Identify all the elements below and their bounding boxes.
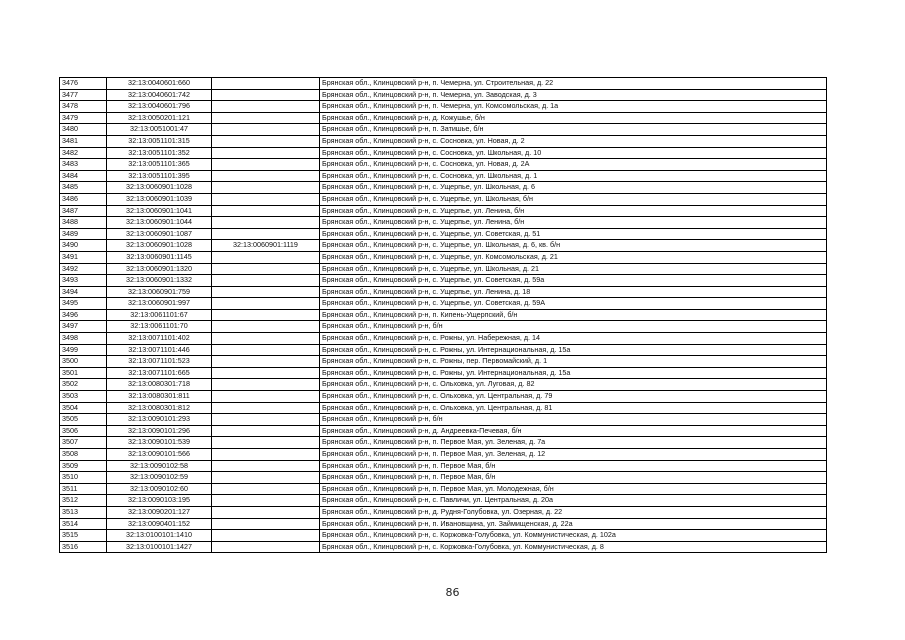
related-cadastral-number-cell (212, 518, 320, 530)
table-row (60, 356, 827, 368)
address-cell: Брянская обл., Клинцовский р-н, с. Ущерпье, ул. Ленина, д. 18 (320, 286, 827, 298)
row-number-cell: 3489 (60, 228, 107, 240)
address-cell: Брянская обл., Клинцовский р-н, д. Рудня-Голубовка, ул. Озерная, д. 22 (320, 506, 827, 518)
registry-table-body (60, 78, 827, 553)
cadastral-number-cell: 32:13:0090101:539 (107, 437, 212, 449)
related-cadastral-number-cell (212, 333, 320, 345)
table-row (60, 147, 827, 159)
address-cell: Брянская обл., Клинцовский р-н, б/н (320, 321, 827, 333)
row-number-cell: 3496 (60, 309, 107, 321)
address-cell: Брянская обл., Клинцовский р-н, с. Коржовка-Голубовка, ул. Коммунистическая, д. 102а (320, 530, 827, 542)
address-cell: Брянская обл., Клинцовский р-н, п. Затишье, б/н (320, 124, 827, 136)
table-row (60, 101, 827, 113)
table-row (60, 228, 827, 240)
cadastral-number-cell: 32:13:0060901:1332 (107, 275, 212, 287)
table-row (60, 506, 827, 518)
related-cadastral-number-cell (212, 205, 320, 217)
related-cadastral-number-cell (212, 159, 320, 171)
related-cadastral-number-cell (212, 321, 320, 333)
table-row (60, 217, 827, 229)
cadastral-number-cell: 32:13:0060901:1028 (107, 240, 212, 252)
table-row (60, 460, 827, 472)
related-cadastral-number-cell (212, 275, 320, 287)
table-row (60, 89, 827, 101)
table-row (60, 379, 827, 391)
related-cadastral-number-cell (212, 379, 320, 391)
table-row (60, 333, 827, 345)
table-row (60, 344, 827, 356)
row-number-cell: 3491 (60, 251, 107, 263)
cadastral-number-cell: 32:13:0090102:60 (107, 483, 212, 495)
cadastral-number-cell: 32:13:0090102:58 (107, 460, 212, 472)
cadastral-number-cell: 32:13:0071101:446 (107, 344, 212, 356)
row-number-cell: 3477 (60, 89, 107, 101)
address-cell: Брянская обл., Клинцовский р-н, с. Ущерпье, ул. Советская, д. 59а (320, 275, 827, 287)
table-row (60, 321, 827, 333)
address-cell: Брянская обл., Клинцовский р-н, с. Ущерпье, ул. Школьная, д. 6 (320, 182, 827, 194)
related-cadastral-number-cell (212, 170, 320, 182)
related-cadastral-number-cell (212, 472, 320, 484)
row-number-cell: 3478 (60, 101, 107, 113)
row-number-cell: 3495 (60, 298, 107, 310)
address-cell: Брянская обл., Клинцовский р-н, п. Чемерна, ул. Заводская, д. 3 (320, 89, 827, 101)
row-number-cell: 3479 (60, 112, 107, 124)
address-cell: Брянская обл., Клинцовский р-н, п. Первое Мая, ул. Молодежная, б/н (320, 483, 827, 495)
cadastral-number-cell: 32:13:0071101:665 (107, 367, 212, 379)
related-cadastral-number-cell (212, 449, 320, 461)
table-row (60, 159, 827, 171)
row-number-cell: 3504 (60, 402, 107, 414)
cadastral-number-cell: 32:13:0040601:660 (107, 78, 212, 90)
cadastral-number-cell: 32:13:0090401:152 (107, 518, 212, 530)
related-cadastral-number-cell (212, 402, 320, 414)
cadastral-number-cell: 32:13:0080301:811 (107, 391, 212, 403)
related-cadastral-number-cell (212, 414, 320, 426)
row-number-cell: 3497 (60, 321, 107, 333)
row-number-cell: 3506 (60, 425, 107, 437)
cadastral-number-cell: 32:13:0090101:293 (107, 414, 212, 426)
address-cell: Брянская обл., Клинцовский р-н, б/н (320, 414, 827, 426)
related-cadastral-number-cell (212, 530, 320, 542)
table-row (60, 414, 827, 426)
address-cell: Брянская обл., Клинцовский р-н, с. Ущерпье, ул. Советская, д. 59А (320, 298, 827, 310)
row-number-cell: 3508 (60, 449, 107, 461)
table-row (60, 367, 827, 379)
table-row (60, 425, 827, 437)
row-number-cell: 3499 (60, 344, 107, 356)
cadastral-number-cell: 32:13:0051101:365 (107, 159, 212, 171)
related-cadastral-number-cell (212, 89, 320, 101)
address-cell: Брянская обл., Клинцовский р-н, д. Андреевка-Печевая, б/н (320, 425, 827, 437)
row-number-cell: 3515 (60, 530, 107, 542)
related-cadastral-number-cell (212, 425, 320, 437)
related-cadastral-number-cell (212, 147, 320, 159)
related-cadastral-number-cell (212, 101, 320, 113)
address-cell: Брянская обл., Клинцовский р-н, с. Рожны, пер. Первомайский, д. 1 (320, 356, 827, 368)
related-cadastral-number-cell (212, 78, 320, 90)
row-number-cell: 3500 (60, 356, 107, 368)
related-cadastral-number-cell: 32:13:0060901:1119 (212, 240, 320, 252)
row-number-cell: 3511 (60, 483, 107, 495)
address-cell: Брянская обл., Клинцовский р-н, с. Рожны, ул. Интернациональная, д. 15а (320, 367, 827, 379)
row-number-cell: 3480 (60, 124, 107, 136)
row-number-cell: 3493 (60, 275, 107, 287)
cadastral-number-cell: 32:13:0090103:195 (107, 495, 212, 507)
row-number-cell: 3512 (60, 495, 107, 507)
table-row (60, 309, 827, 321)
row-number-cell: 3488 (60, 217, 107, 229)
related-cadastral-number-cell (212, 263, 320, 275)
cadastral-number-cell: 32:13:0090102:59 (107, 472, 212, 484)
address-cell: Брянская обл., Клинцовский р-н, д. Кожушье, б/н (320, 112, 827, 124)
address-cell: Брянская обл., Клинцовский р-н, п. Первое Мая, б/н (320, 460, 827, 472)
address-cell: Брянская обл., Клинцовский р-н, п. Первое Мая, ул. Зеленая, д. 7а (320, 437, 827, 449)
cadastral-number-cell: 32:13:0080301:812 (107, 402, 212, 414)
address-cell: Брянская обл., Клинцовский р-н, п. Кипень-Ущерпский, б/н (320, 309, 827, 321)
cadastral-number-cell: 32:13:0100101:1427 (107, 541, 212, 553)
address-cell: Брянская обл., Клинцовский р-н, с. Ущерпье, ул. Школьная, д. 6, кв. б/н (320, 240, 827, 252)
row-number-cell: 3516 (60, 541, 107, 553)
related-cadastral-number-cell (212, 495, 320, 507)
address-cell: Брянская обл., Клинцовский р-н, с. Рожны, ул. Интернациональная, д. 15а (320, 344, 827, 356)
address-cell: Брянская обл., Клинцовский р-н, с. Сосновка, ул. Школьная, д. 1 (320, 170, 827, 182)
address-cell: Брянская обл., Клинцовский р-н, п. Первое Мая, б/н (320, 472, 827, 484)
row-number-cell: 3513 (60, 506, 107, 518)
related-cadastral-number-cell (212, 124, 320, 136)
table-row (60, 240, 827, 252)
related-cadastral-number-cell (212, 251, 320, 263)
row-number-cell: 3505 (60, 414, 107, 426)
table-row (60, 530, 827, 542)
row-number-cell: 3514 (60, 518, 107, 530)
cadastral-number-cell: 32:13:0051101:395 (107, 170, 212, 182)
related-cadastral-number-cell (212, 286, 320, 298)
row-number-cell: 3481 (60, 135, 107, 147)
row-number-cell: 3507 (60, 437, 107, 449)
table-row (60, 518, 827, 530)
cadastral-number-cell: 32:13:0090101:296 (107, 425, 212, 437)
related-cadastral-number-cell (212, 182, 320, 194)
address-cell: Брянская обл., Клинцовский р-н, с. Коржовка-Голубовка, ул. Коммунистическая, д. 8 (320, 541, 827, 553)
address-cell: Брянская обл., Клинцовский р-н, с. Павличи, ул. Центральная, д. 20а (320, 495, 827, 507)
address-cell: Брянская обл., Клинцовский р-н, п. Первое Мая, ул. Зеленая, д. 12 (320, 449, 827, 461)
cadastral-number-cell: 32:13:0040601:742 (107, 89, 212, 101)
table-row (60, 170, 827, 182)
row-number-cell: 3484 (60, 170, 107, 182)
page-number: 86 (445, 586, 460, 599)
table-row (60, 402, 827, 414)
address-cell: Брянская обл., Клинцовский р-н, с. Ущерпье, ул. Ленина, б/н (320, 205, 827, 217)
cadastral-number-cell: 32:13:0100101:1410 (107, 530, 212, 542)
address-cell: Брянская обл., Клинцовский р-н, с. Сосновка, ул. Школьная, д. 10 (320, 147, 827, 159)
address-cell: Брянская обл., Клинцовский р-н, с. Ущерпье, ул. Школьная, д. 21 (320, 263, 827, 275)
cadastral-number-cell: 32:13:0060901:759 (107, 286, 212, 298)
row-number-cell: 3476 (60, 78, 107, 90)
table-row (60, 135, 827, 147)
table-row (60, 251, 827, 263)
related-cadastral-number-cell (212, 309, 320, 321)
table-row (60, 483, 827, 495)
table-row (60, 193, 827, 205)
row-number-cell: 3482 (60, 147, 107, 159)
address-cell: Брянская обл., Клинцовский р-н, с. Ущерпье, ул. Школьная, б/н (320, 193, 827, 205)
cadastral-number-cell: 32:13:0090201:127 (107, 506, 212, 518)
row-number-cell: 3498 (60, 333, 107, 345)
row-number-cell: 3502 (60, 379, 107, 391)
row-number-cell: 3485 (60, 182, 107, 194)
row-number-cell: 3490 (60, 240, 107, 252)
table-row (60, 263, 827, 275)
address-cell: Брянская обл., Клинцовский р-н, с. Рожны, ул. Набережная, д. 14 (320, 333, 827, 345)
address-cell: Брянская обл., Клинцовский р-н, с. Ольховка, ул. Центральная, д. 79 (320, 391, 827, 403)
address-cell: Брянская обл., Клинцовский р-н, с. Ольховка, ул. Центральная, д. 81 (320, 402, 827, 414)
cadastral-number-cell: 32:13:0060901:997 (107, 298, 212, 310)
address-cell: Брянская обл., Клинцовский р-н, п. Ивановщина, ул. Займищенская, д. 22а (320, 518, 827, 530)
related-cadastral-number-cell (212, 506, 320, 518)
cadastral-number-cell: 32:13:0051101:352 (107, 147, 212, 159)
table-row (60, 182, 827, 194)
address-cell: Брянская обл., Клинцовский р-н, с. Сосновка, ул. Новая, д. 2 (320, 135, 827, 147)
row-number-cell: 3486 (60, 193, 107, 205)
table-row (60, 449, 827, 461)
related-cadastral-number-cell (212, 193, 320, 205)
row-number-cell: 3494 (60, 286, 107, 298)
related-cadastral-number-cell (212, 541, 320, 553)
row-number-cell: 3503 (60, 391, 107, 403)
table-row (60, 205, 827, 217)
table-row (60, 112, 827, 124)
related-cadastral-number-cell (212, 437, 320, 449)
address-cell: Брянская обл., Клинцовский р-н, с. Ущерпье, ул. Советская, д. 51 (320, 228, 827, 240)
row-number-cell: 3509 (60, 460, 107, 472)
table-row (60, 472, 827, 484)
row-number-cell: 3501 (60, 367, 107, 379)
related-cadastral-number-cell (212, 217, 320, 229)
cadastral-number-cell: 32:13:0080301:718 (107, 379, 212, 391)
row-number-cell: 3487 (60, 205, 107, 217)
cadastral-number-cell: 32:13:0060901:1145 (107, 251, 212, 263)
address-cell: Брянская обл., Клинцовский р-н, п. Чемерна, ул. Строительная, д. 22 (320, 78, 827, 90)
address-cell: Брянская обл., Клинцовский р-н, с. Ольховка, ул. Луговая, д. 82 (320, 379, 827, 391)
related-cadastral-number-cell (212, 228, 320, 240)
cadastral-number-cell: 32:13:0071101:402 (107, 333, 212, 345)
cadastral-number-cell: 32:13:0060901:1039 (107, 193, 212, 205)
table-row (60, 298, 827, 310)
address-cell: Брянская обл., Клинцовский р-н, п. Чемерна, ул. Комсомольская, д. 1а (320, 101, 827, 113)
related-cadastral-number-cell (212, 367, 320, 379)
cadastral-number-cell: 32:13:0051001:47 (107, 124, 212, 136)
cadastral-number-cell: 32:13:0061101:67 (107, 309, 212, 321)
table-row (60, 124, 827, 136)
related-cadastral-number-cell (212, 344, 320, 356)
row-number-cell: 3492 (60, 263, 107, 275)
registry-table (59, 77, 827, 553)
address-cell: Брянская обл., Клинцовский р-н, с. Ущерпье, ул. Комсомольская, д. 21 (320, 251, 827, 263)
table-row (60, 437, 827, 449)
cadastral-number-cell: 32:13:0090101:566 (107, 449, 212, 461)
table-row (60, 275, 827, 287)
cadastral-number-cell: 32:13:0060901:1044 (107, 217, 212, 229)
table-row (60, 391, 827, 403)
address-cell: Брянская обл., Клинцовский р-н, с. Сосновка, ул. Новая, д. 2А (320, 159, 827, 171)
related-cadastral-number-cell (212, 460, 320, 472)
related-cadastral-number-cell (212, 356, 320, 368)
cadastral-number-cell: 32:13:0051101:315 (107, 135, 212, 147)
related-cadastral-number-cell (212, 135, 320, 147)
cadastral-number-cell: 32:13:0071101:523 (107, 356, 212, 368)
cadastral-number-cell: 32:13:0060901:1320 (107, 263, 212, 275)
related-cadastral-number-cell (212, 483, 320, 495)
cadastral-number-cell: 32:13:0060901:1041 (107, 205, 212, 217)
table-row (60, 495, 827, 507)
row-number-cell: 3483 (60, 159, 107, 171)
cadastral-number-cell: 32:13:0061101:70 (107, 321, 212, 333)
cadastral-number-cell: 32:13:0040601:796 (107, 101, 212, 113)
row-number-cell: 3510 (60, 472, 107, 484)
related-cadastral-number-cell (212, 391, 320, 403)
table-row (60, 286, 827, 298)
table-row (60, 78, 827, 90)
cadastral-number-cell: 32:13:0050201:121 (107, 112, 212, 124)
related-cadastral-number-cell (212, 112, 320, 124)
table-row (60, 541, 827, 553)
cadastral-number-cell: 32:13:0060901:1087 (107, 228, 212, 240)
address-cell: Брянская обл., Клинцовский р-н, с. Ущерпье, ул. Ленина, б/н (320, 217, 827, 229)
related-cadastral-number-cell (212, 298, 320, 310)
cadastral-number-cell: 32:13:0060901:1028 (107, 182, 212, 194)
document-sheet (59, 77, 827, 553)
